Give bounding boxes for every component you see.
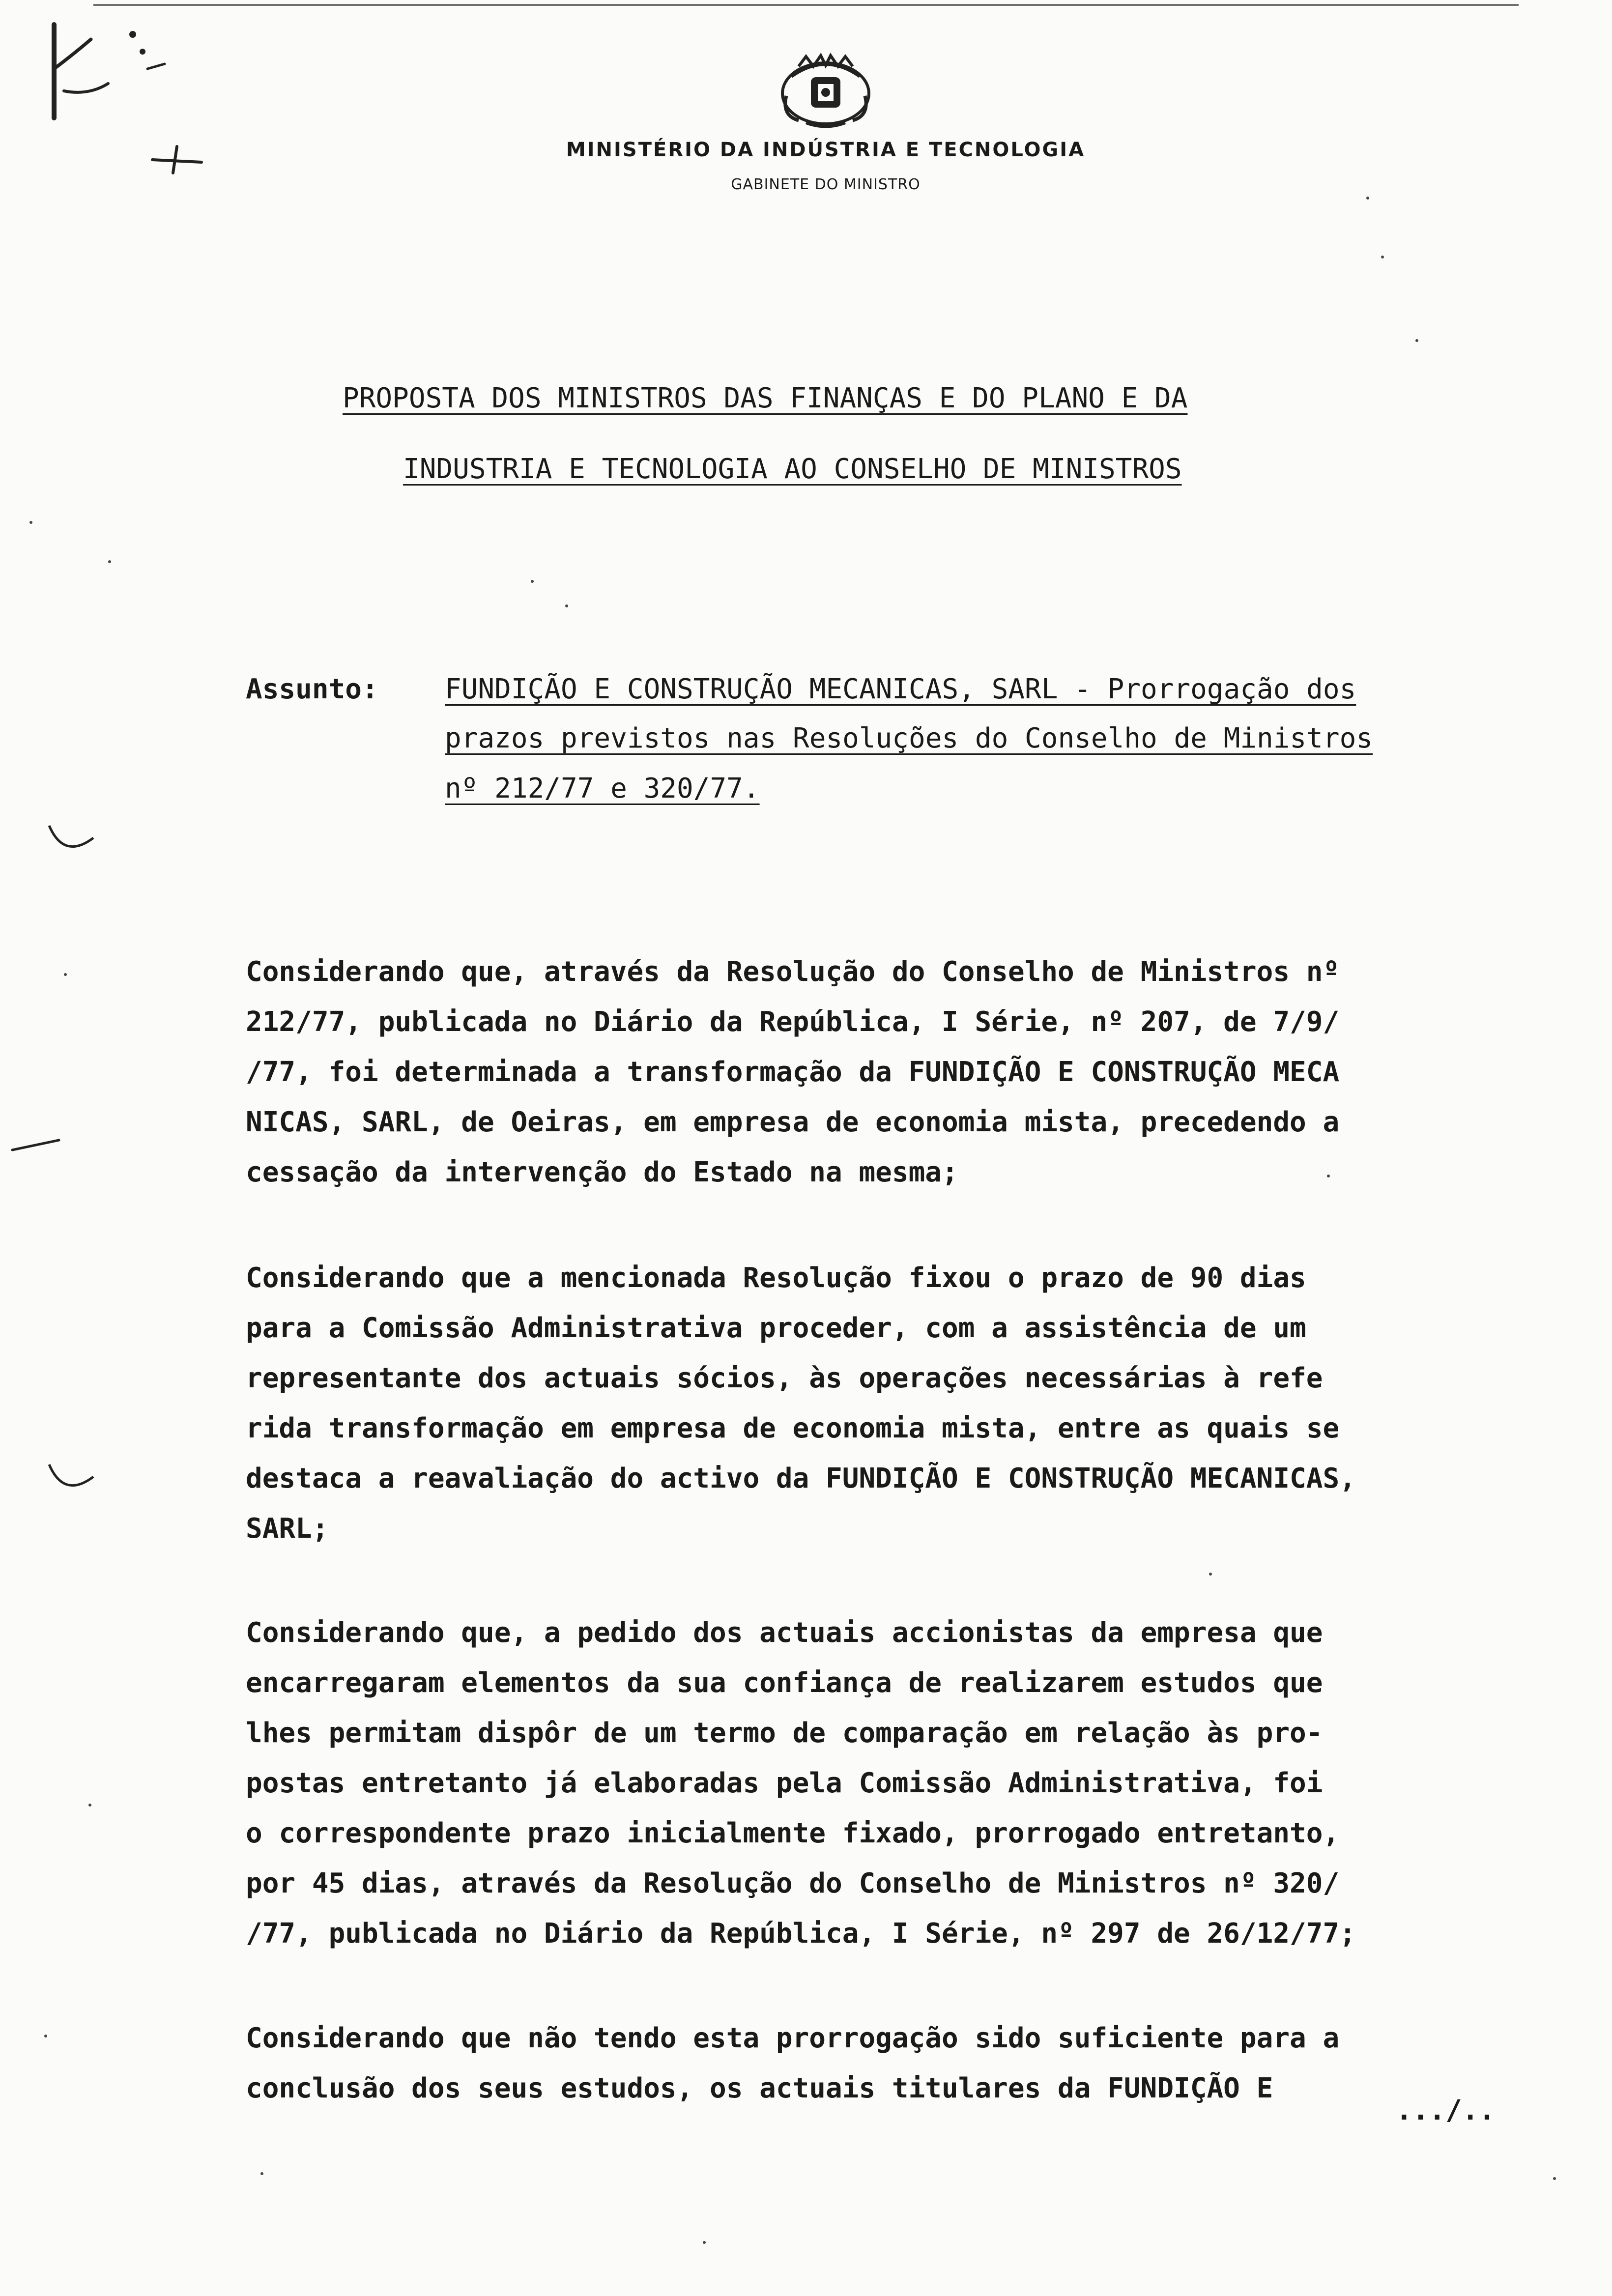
subject-line: nº 212/77 e 320/77. <box>445 773 760 804</box>
scan-speck <box>531 580 534 583</box>
subject-line: FUNDIÇÃO E CONSTRUÇÃO MECANICAS, SARL - Prorrogação dos <box>445 673 1356 705</box>
scan-speck <box>1553 2177 1556 2180</box>
subject-line: prazos previstos nas Resoluções do Conselho de Ministros <box>445 722 1373 754</box>
margin-dash-mark <box>10 1135 64 1155</box>
body-line: /77, foi determinada a transformação da FUNDIÇÃO E CONSTRUÇÃO MECA <box>246 1056 1340 1088</box>
proposal-title-line-2: INDUSTRIA E TECNOLOGIA AO CONSELHO DE MINISTROS <box>403 453 1182 485</box>
scan-speck <box>1327 1175 1330 1177</box>
body-line: conclusão dos seus estudos, os actuais titulares da FUNDIÇÃO E <box>246 2072 1273 2104</box>
scan-edge-line <box>93 4 1519 6</box>
body-line: cessação da intervenção do Estado na mesma; <box>246 1156 958 1188</box>
body-line: Considerando que, a pedido dos actuais accionistas da empresa que <box>246 1617 1323 1649</box>
scan-speck <box>703 2241 706 2244</box>
body-line: por 45 dias, através da Resolução do Conselho de Ministros nº 320/ <box>246 1867 1340 1899</box>
scan-speck <box>88 1804 91 1807</box>
body-line: SARL; <box>246 1513 329 1545</box>
body-line: /77, publicada no Diário da República, I Série, nº 297 de 26/12/77; <box>246 1918 1356 1950</box>
scan-speck <box>29 521 32 524</box>
body-line: postas entretanto já elaboradas pela Comissão Administrativa, foi <box>246 1767 1323 1799</box>
hole-punch-arc <box>44 1455 98 1499</box>
body-line: lhes permitam dispôr de um termo de comparação em relação às pro- <box>246 1717 1323 1749</box>
body-line: Considerando que não tendo esta prorrogação sido suficiente para a <box>246 2022 1340 2054</box>
scan-speck <box>108 560 111 563</box>
body-line: rida transformação em empresa de economia mista, entre as quais se <box>246 1412 1340 1444</box>
scan-speck <box>1415 339 1418 342</box>
coat-of-arms-icon <box>777 47 875 130</box>
scan-speck <box>64 973 67 976</box>
body-line: o correspondente prazo inicialmente fixado, prorrogado entretanto, <box>246 1817 1340 1849</box>
subject-label: Assunto: <box>246 673 378 705</box>
body-line: Considerando que a mencionada Resolução fixou o prazo de 90 dias <box>246 1262 1306 1294</box>
handwritten-initials-mark <box>44 10 172 128</box>
scan-speck <box>1209 1573 1212 1576</box>
scan-speck <box>1381 256 1384 258</box>
proposal-title-line-1: PROPOSTA DOS MINISTROS DAS FINANÇAS E DO PLANO E DA <box>343 382 1188 414</box>
body-line: destaca a reavaliação do activo da FUNDIÇÃO E CONSTRUÇÃO MECANICAS, <box>246 1463 1356 1494</box>
body-line: para a Comissão Administrativa proceder, com a assistência de um <box>246 1312 1306 1344</box>
ministry-name: MINISTÉRIO DA INDÚSTRIA E TECNOLOGIA <box>566 139 1086 161</box>
continuation-mark: .../.. <box>1396 2095 1496 2126</box>
body-line: Considerando que, através da Resolução do Conselho de Ministros nº <box>246 956 1340 988</box>
scan-speck <box>1366 197 1369 200</box>
body-line: 212/77, publicada no Diário da República, I Série, nº 207, de 7/9/ <box>246 1006 1340 1038</box>
body-line: NICAS, SARL, de Oeiras, em empresa de economia mista, precedendo a <box>246 1106 1340 1138</box>
scan-speck <box>44 2035 47 2038</box>
body-line: encarregaram elementos da sua confiança de realizarem estudos que <box>246 1667 1323 1699</box>
cabinet-name: GABINETE DO MINISTRO <box>731 176 921 193</box>
scan-speck <box>565 604 568 607</box>
hole-punch-arc <box>44 816 98 860</box>
body-line: representante dos actuais sócios, às operações necessárias à refe <box>246 1362 1323 1394</box>
scan-speck <box>260 2172 263 2175</box>
